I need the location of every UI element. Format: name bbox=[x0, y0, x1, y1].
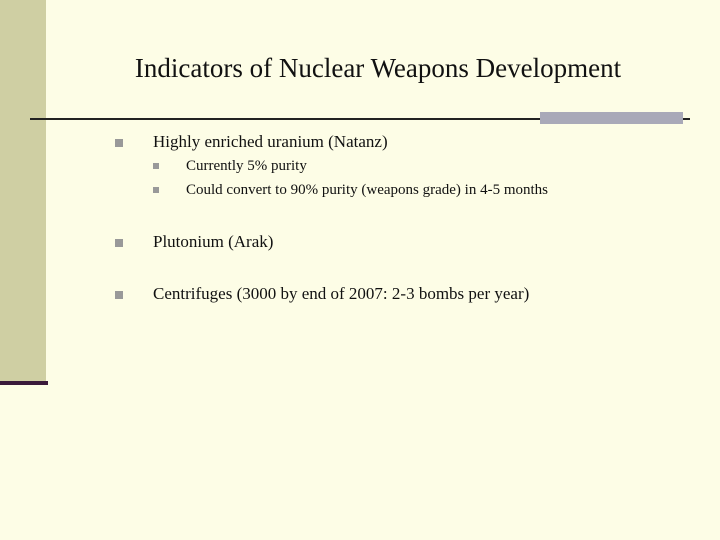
bullet-text-uranium: Highly enriched uranium (Natanz) bbox=[153, 132, 388, 151]
square-bullet-icon bbox=[153, 187, 159, 193]
slide-title: Indicators of Nuclear Weapons Development bbox=[134, 53, 622, 83]
square-bullet-icon bbox=[115, 139, 123, 147]
square-bullet-icon bbox=[115, 239, 123, 247]
square-bullet-icon bbox=[115, 291, 123, 299]
sub-bullet-text-purity: Currently 5% purity bbox=[186, 158, 307, 174]
bullet-text-centrifuges: Centrifuges (3000 by end of 2007: 2-3 bombs per year) bbox=[153, 284, 530, 303]
title-accent-bar bbox=[540, 112, 683, 124]
sub-bullet-text-convert: Could convert to 90% purity (weapons grade) in 4-5 months bbox=[186, 182, 549, 198]
sidebar-bottom-rule bbox=[0, 381, 48, 385]
square-bullet-icon bbox=[153, 163, 159, 169]
bullet-text-plutonium: Plutonium (Arak) bbox=[153, 232, 274, 251]
